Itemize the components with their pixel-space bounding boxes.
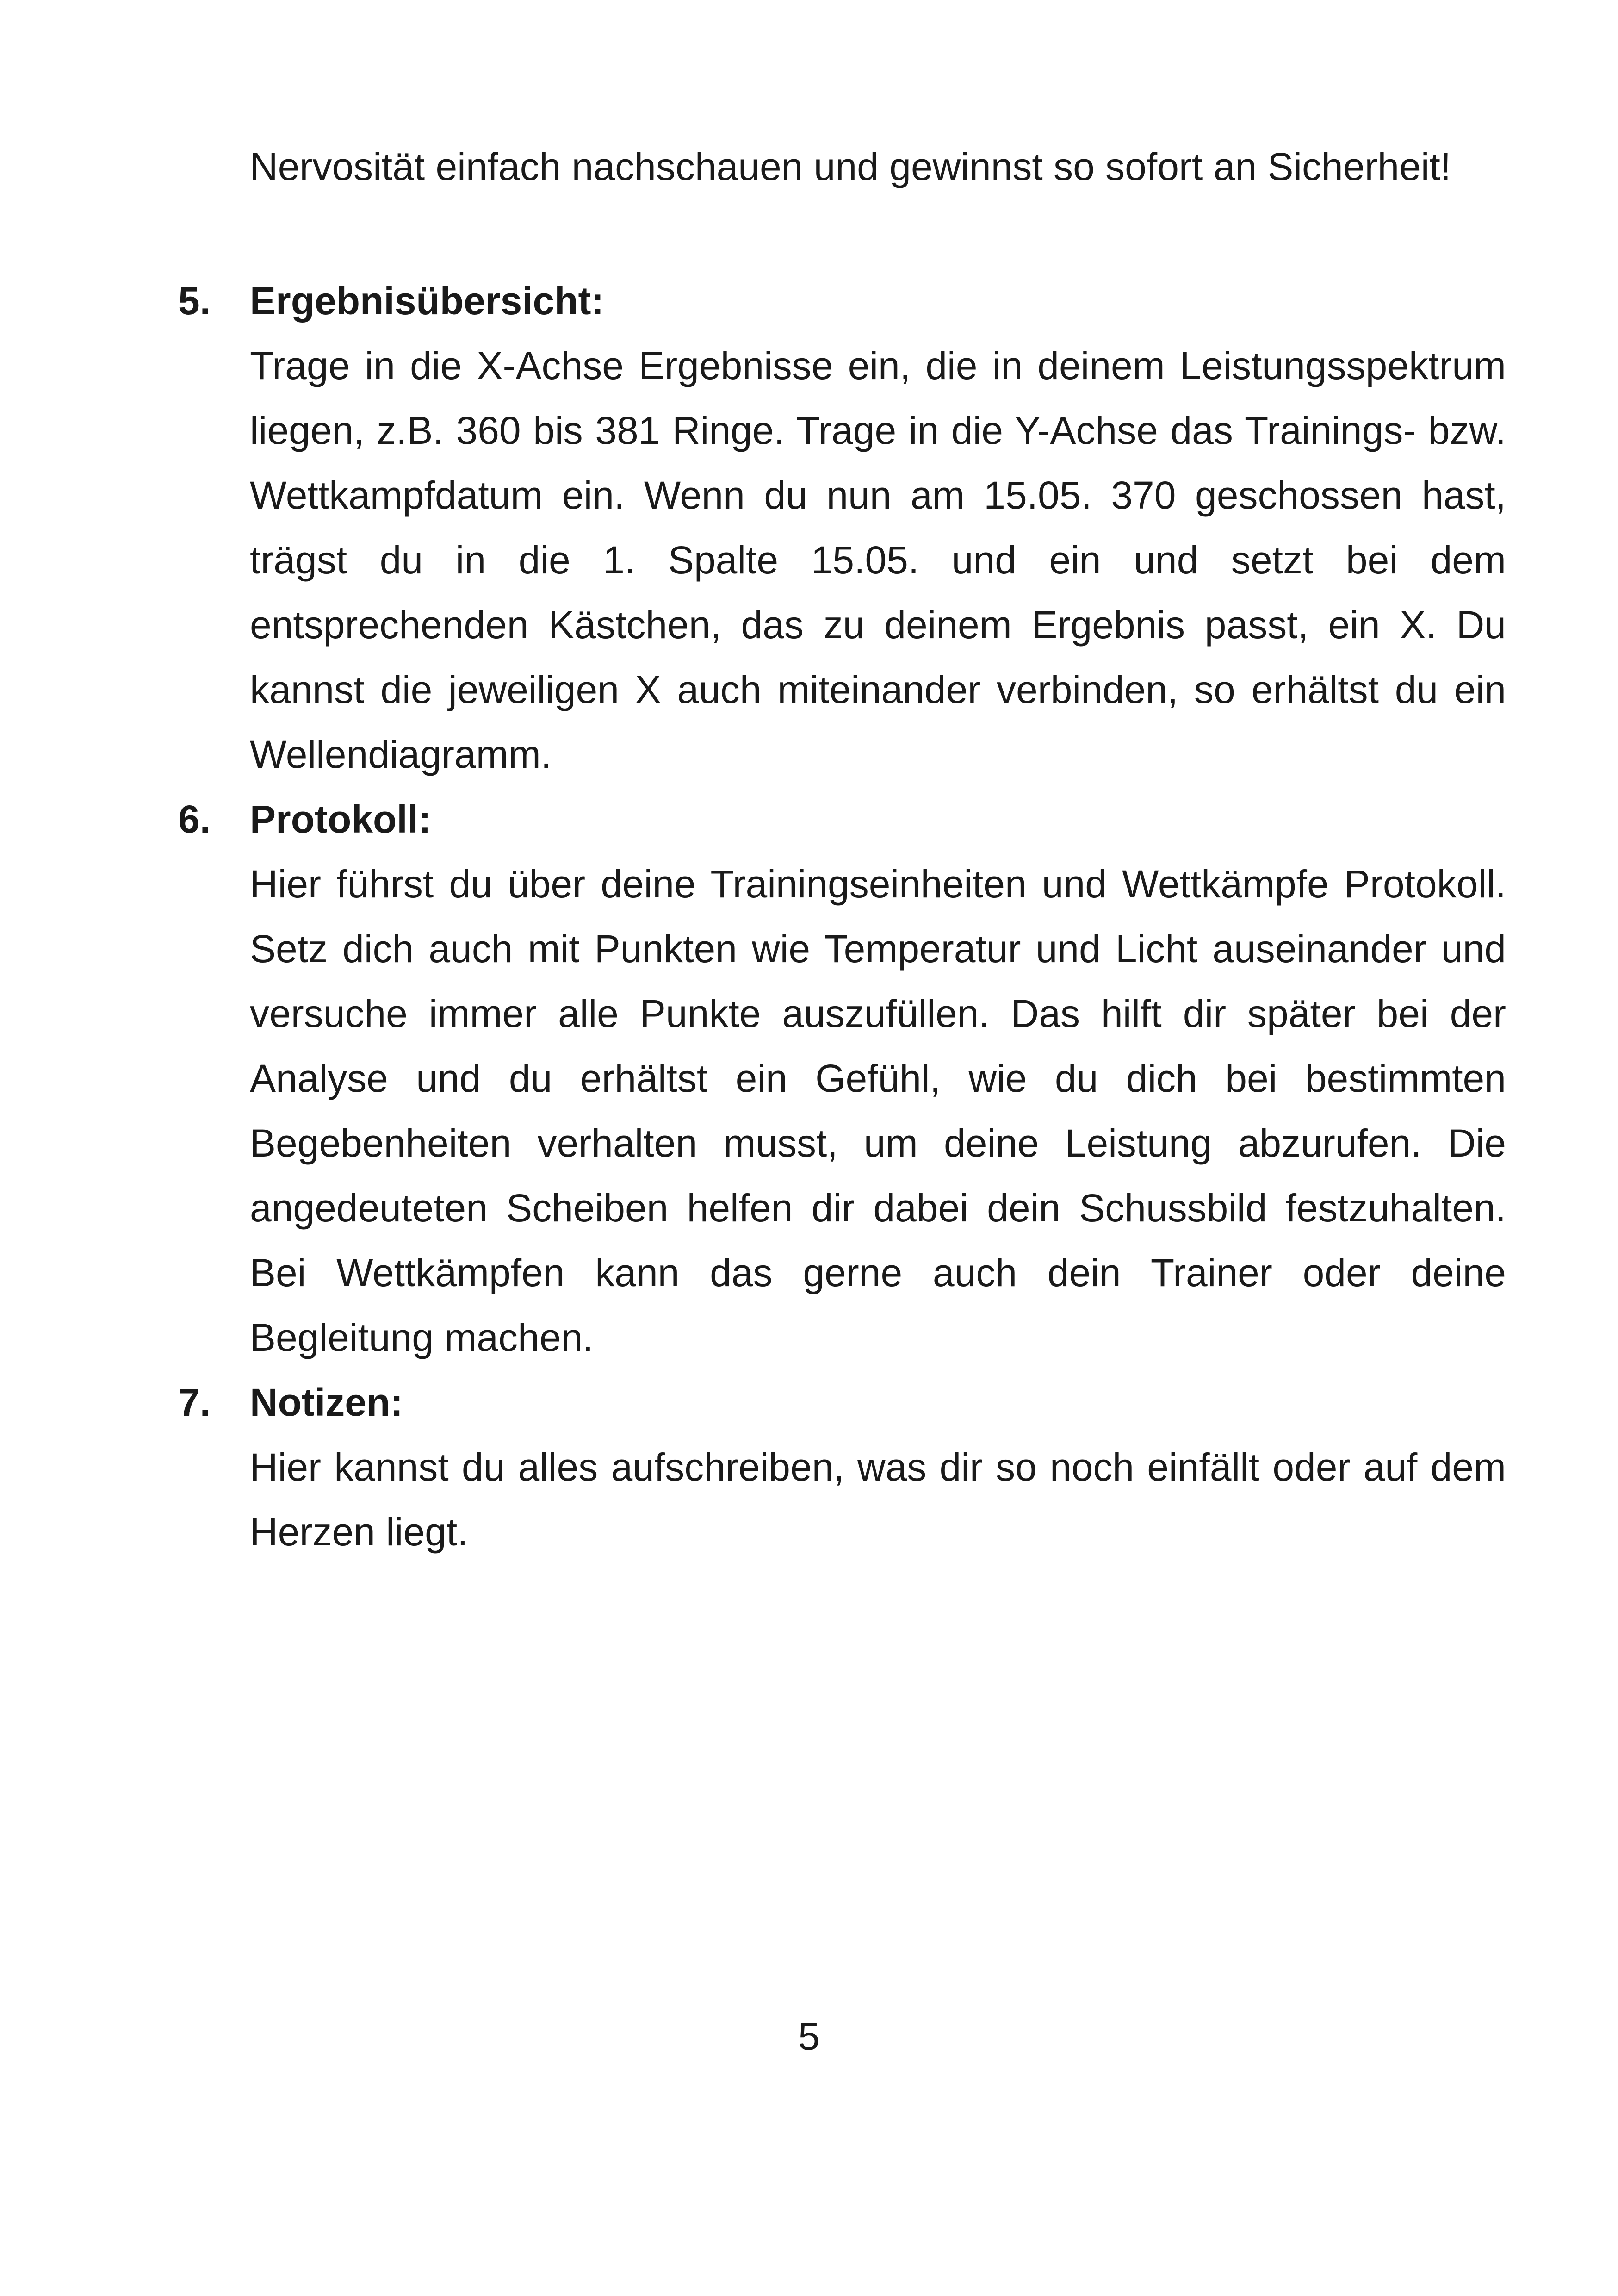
list-item-notizen [178,1370,1506,1564]
list-item-ergebnisuebersicht [178,268,1506,787]
list-item-heading [178,268,1506,333]
list-item-text: Hier führst du über deine Trainingseinheiten und Wettkämpfe Protokoll. Setz dich auch mit Punkten wie Temperatur und Licht auseinander und versuche immer alle Punkte auszufüllen. Das hilft dir später bei der Analyse und du erhältst ein Gefühl, wie du dich bei bestimmten Begebenheiten verhalten musst, um deine Leistung abzurufen. Die angedeuteten Scheiben helfen dir dabei dein Schussbild festzuhalten. Bei Wettkämpfen kann das gerne auch dein Trainer oder deine Begleitung machen. [250,862,1506,1359]
page-number: 5 [798,2015,820,2058]
list-item-title: Notizen: [250,1381,403,1424]
list-item-number: 7. [178,1381,211,1424]
list-item-heading [178,1370,1506,1435]
list-item-text: Trage in die X-Achse Ergebnisse ein, die in deinem Leistungsspektrum liegen, z.B. 360 bis 381 Ringe. Trage in die Y-Achse das Trainings- bzw. Wettkampfdatum ein. Wenn du nun am 15.05. 370 geschossen hast, trägst du in die 1. Spalte 15.05. und ein und setzt bei dem entsprechenden Kästchen, das zu deinem Ergebnis passt, ein X. Du kannst die jeweiligen X auch miteinander verbinden, so erhältst du ein Wellendiagramm. [250,344,1506,776]
list-item-number: 5. [178,279,211,323]
page-content [178,134,1506,1564]
list-item-heading [178,787,1506,852]
intro-paragraph: Nervosität einfach nachschauen und gewinnst so sofort an Sicherheit! [250,145,1451,188]
list-item-title: Protokoll: [250,797,431,841]
spacer [250,199,1506,268]
list-item-number: 6. [178,797,211,841]
list-item-protokoll [178,787,1506,1370]
list-item-text: Hier kannst du alles aufschreiben, was dir so noch einfällt oder auf dem Herzen liegt. [250,1445,1506,1554]
list-item-title: Ergebnisübersicht: [250,279,604,323]
